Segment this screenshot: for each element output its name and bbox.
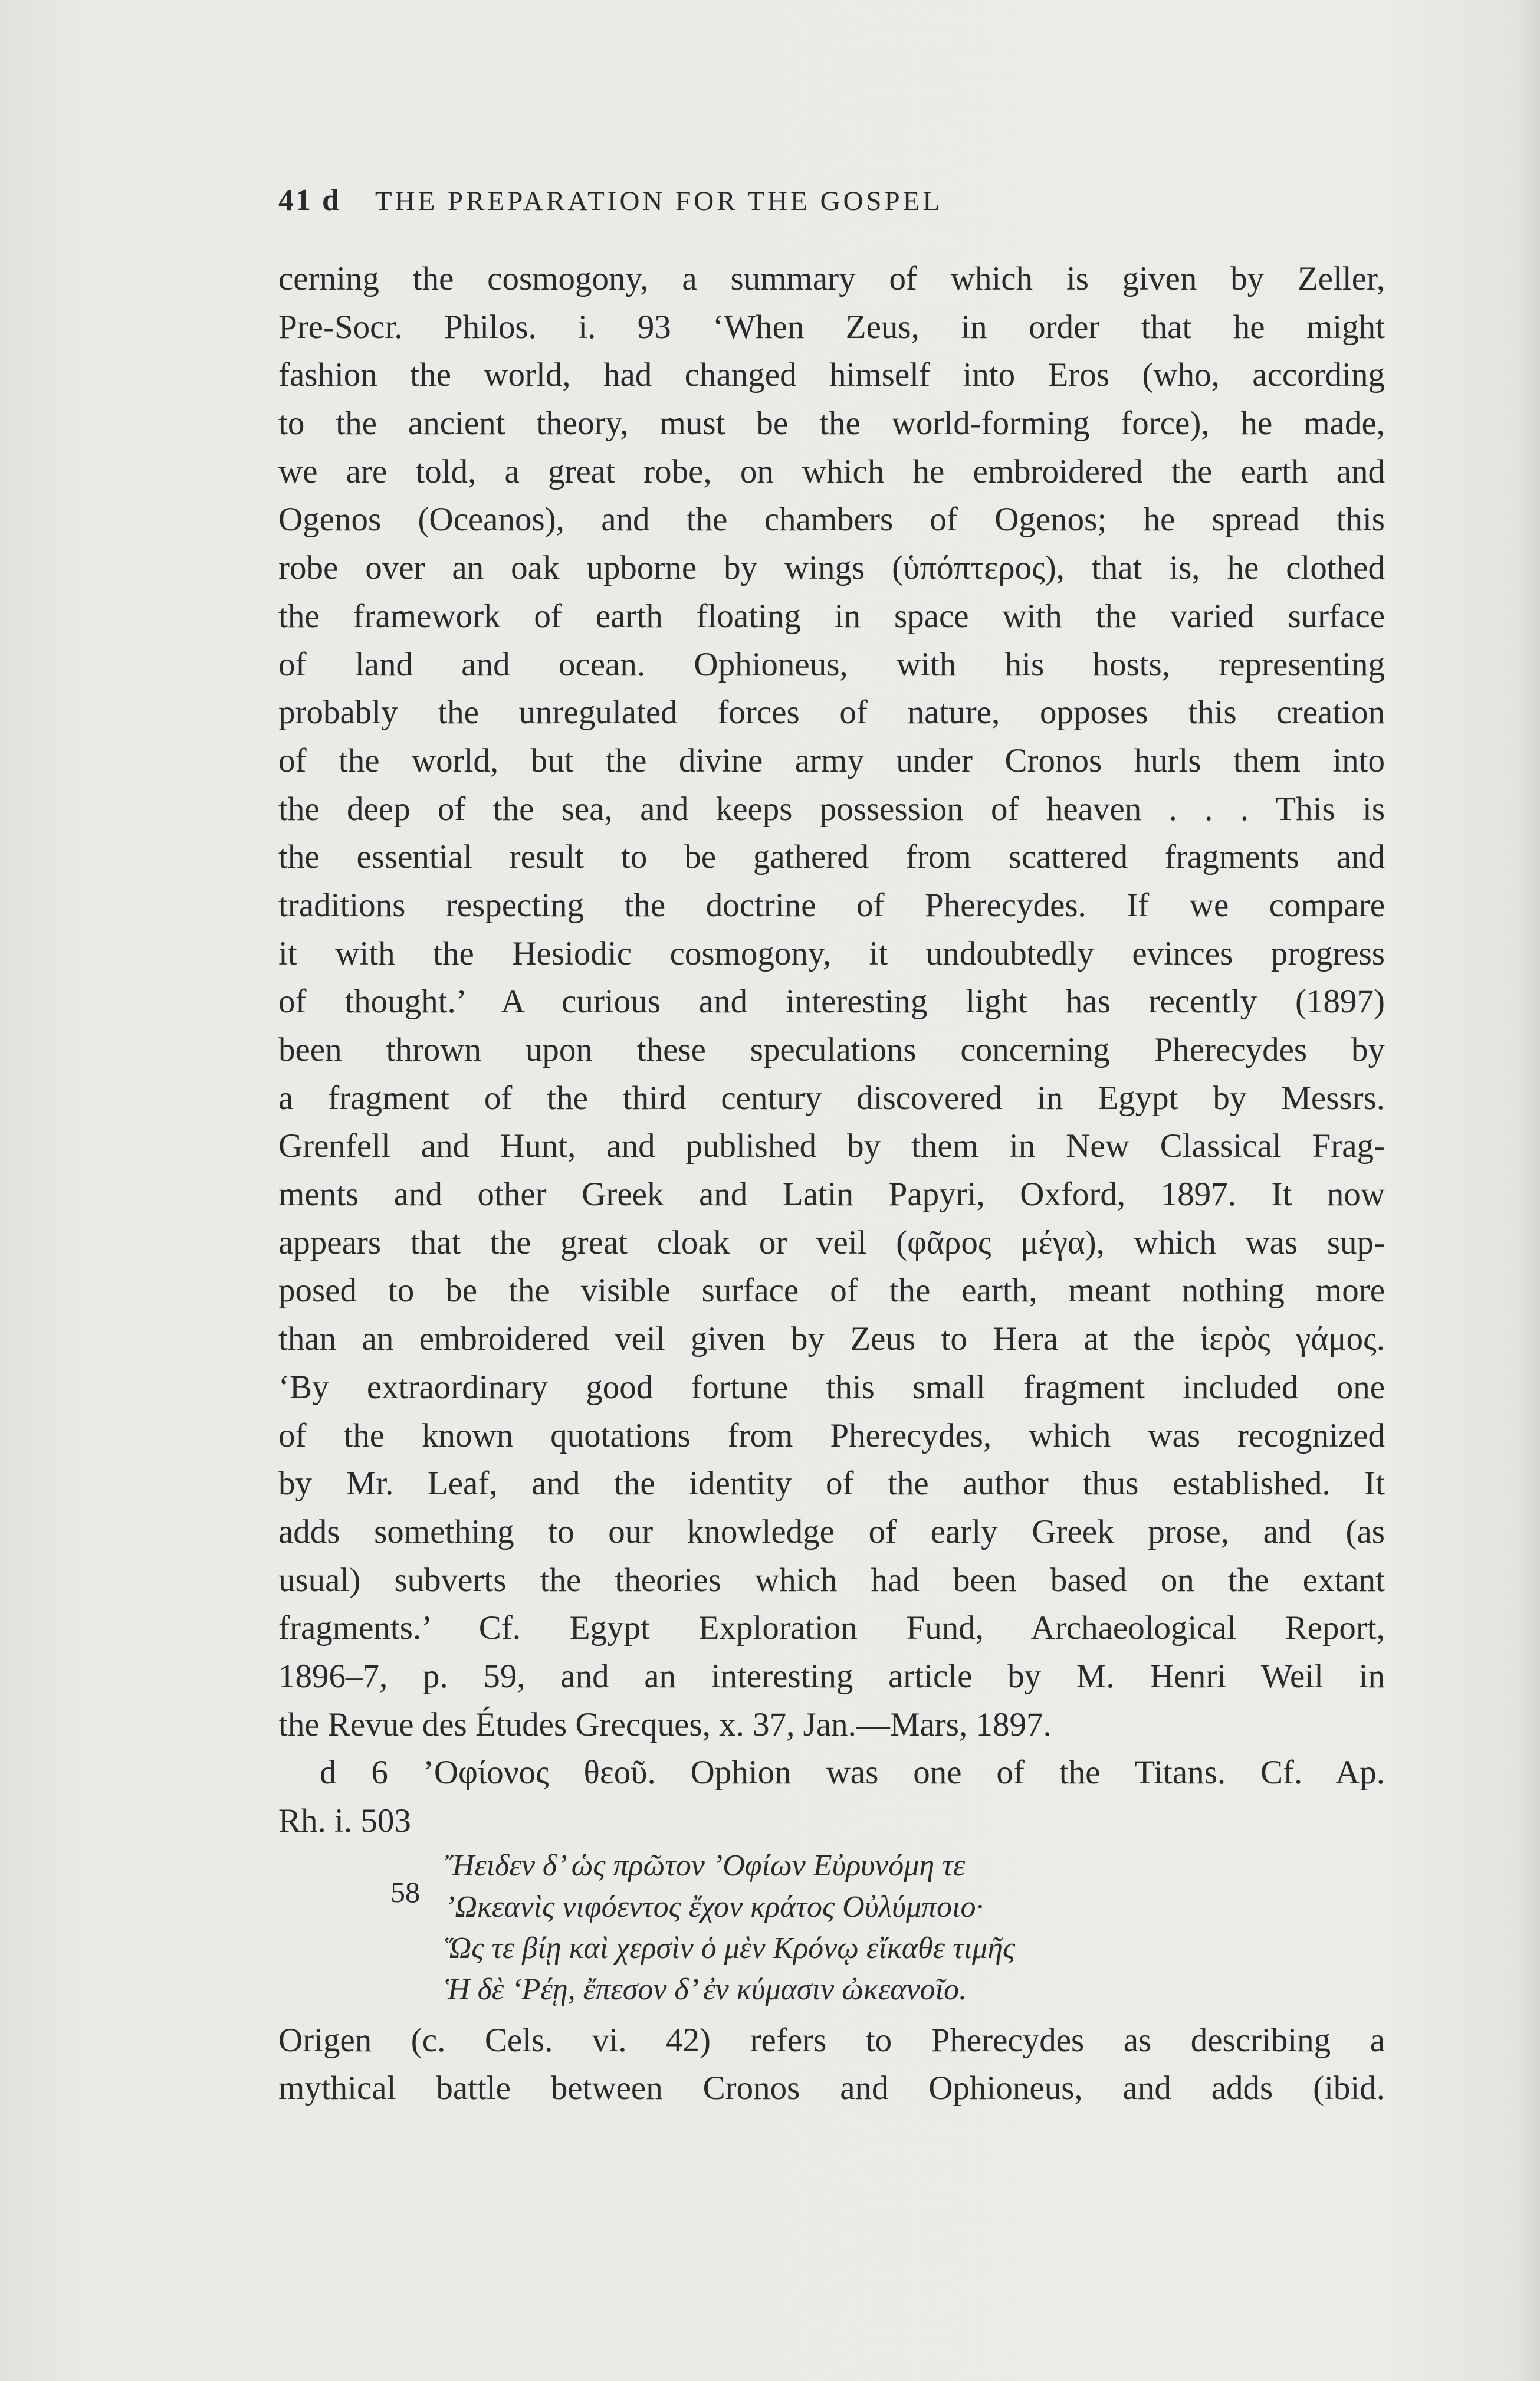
text-line: adds something to our knowledge of early Greek prose, and (as	[278, 1513, 1385, 1550]
text-line: cerning the cosmogony, a summary of which is given by Zeller,	[278, 260, 1385, 297]
text-line: the Revue des Études Grecques, x. 37, Jan.—Mars, 1897.	[278, 1706, 1052, 1743]
text-line: appears that the great cloak or veil (φᾶρος μέγα), which was sup-	[278, 1224, 1385, 1261]
text-line: to the ancient theory, must be the world-forming force), he made,	[278, 405, 1385, 442]
running-title: THE PREPARATION FOR THE GOSPEL	[375, 186, 943, 217]
text-line: robe over an oak upborne by wings (ὑπόπτερος), that is, he clothed	[278, 549, 1385, 587]
text-line: mythical battle between Cronos and Ophioneus, and adds (ibid.	[278, 2070, 1385, 2107]
verse-line: Ἤειδεν δ’ ὡς πρῶτον ’Οφίων Εὐρυνόμη τε	[445, 1848, 966, 1883]
verse-quotation	[278, 1845, 1385, 2016]
text-line: of the known quotations from Pherecydes, which was recognized	[278, 1416, 1385, 1454]
text-line: ‘By extraordinary good fortune this small fragment included one	[278, 1368, 1385, 1406]
running-header	[278, 183, 1181, 218]
text-line: traditions respecting the doctrine of Pherecydes. If we compare	[278, 886, 1385, 924]
text-line: by Mr. Leaf, and the identity of the author thus established. It	[278, 1465, 1385, 1503]
text-line: Grenfell and Hunt, and published by them in New Classical Frag-	[278, 1127, 1385, 1165]
text-line: probably the unregulated forces of nature, opposes this creation	[278, 694, 1385, 732]
text-line: 1896–7, p. 59, and an interesting article by M. Henri Weil in	[278, 1657, 1385, 1695]
page-edge-shadow	[1516, 0, 1540, 2381]
text-line: the deep of the sea, and keeps possession of heaven . . . This is	[278, 790, 1385, 828]
text-line: Origen (c. Cels. vi. 42) refers to Pherecydes as describing a	[278, 2021, 1385, 2059]
text-line: it with the Hesiodic cosmogony, it undoubtedly evinces progress	[278, 934, 1385, 972]
text-line: Pre-Socr. Philos. i. 93 ‘When Zeus, in order that he might	[278, 308, 1385, 346]
text-line: a fragment of the third century discovered in Egypt by Messrs.	[278, 1079, 1385, 1117]
text-line: usual) subverts the theories which had been based on the extant	[278, 1561, 1385, 1599]
text-line: of thought.’ A curious and interesting light has recently (1897)	[278, 983, 1385, 1021]
text-line: Ogenos (Oceanos), and the chambers of Ogenos; he spread this	[278, 501, 1385, 539]
text-line: the framework of earth floating in space with the varied surface	[278, 597, 1385, 635]
text-line: than an embroidered veil given by Zeus to Hera at the ἱερὸς γάμος.	[278, 1320, 1385, 1358]
commentary-text	[278, 255, 1385, 2113]
text-line: fragments.’ Cf. Egypt Exploration Fund, Archaeological Report,	[278, 1609, 1385, 1647]
text-line: the essential result to be gathered from scattered fragments and	[278, 838, 1385, 876]
text-line: posed to be the visible surface of the earth, meant nothing more	[278, 1272, 1385, 1310]
section-folio: 41 d	[278, 183, 341, 217]
note-d6-line: d 6 ’Οφίονος θεοῦ. Ophion was one of the Titans. Cf. Ap.	[320, 1754, 1385, 1792]
note-d6-line: Rh. i. 503	[278, 1802, 411, 1839]
text-line: of the world, but the divine army under Cronos hurls them into	[278, 742, 1385, 779]
verse-line: Ἡ δὲ ‘Ρέῃ, ἔπεσον δ’ ἐν κύμασιν ὠκεανοῖο.	[445, 1972, 967, 2006]
text-line: we are told, a great robe, on which he embroidered the earth and	[278, 452, 1385, 490]
text-line: ments and other Greek and Latin Papyri, Oxford, 1897. It now	[278, 1176, 1385, 1214]
text-line: fashion the world, had changed himself into Eros (who, according	[278, 356, 1385, 394]
page-number: 58	[390, 1875, 420, 1908]
text-line: of land and ocean. Ophioneus, with his hosts, representing	[278, 645, 1385, 683]
text-line: been thrown upon these speculations concerning Pherecydes by	[278, 1031, 1385, 1068]
verse-line: Ὥς τε βίῃ καὶ χερσὶν ὁ μὲν Κρόνῳ εἴκαθε τιμῆς	[445, 1931, 1016, 1965]
verse-line: ’Ωκεανὶς νιφόεντος ἔχον κράτος Οὐλύμποιο·	[445, 1890, 984, 1924]
